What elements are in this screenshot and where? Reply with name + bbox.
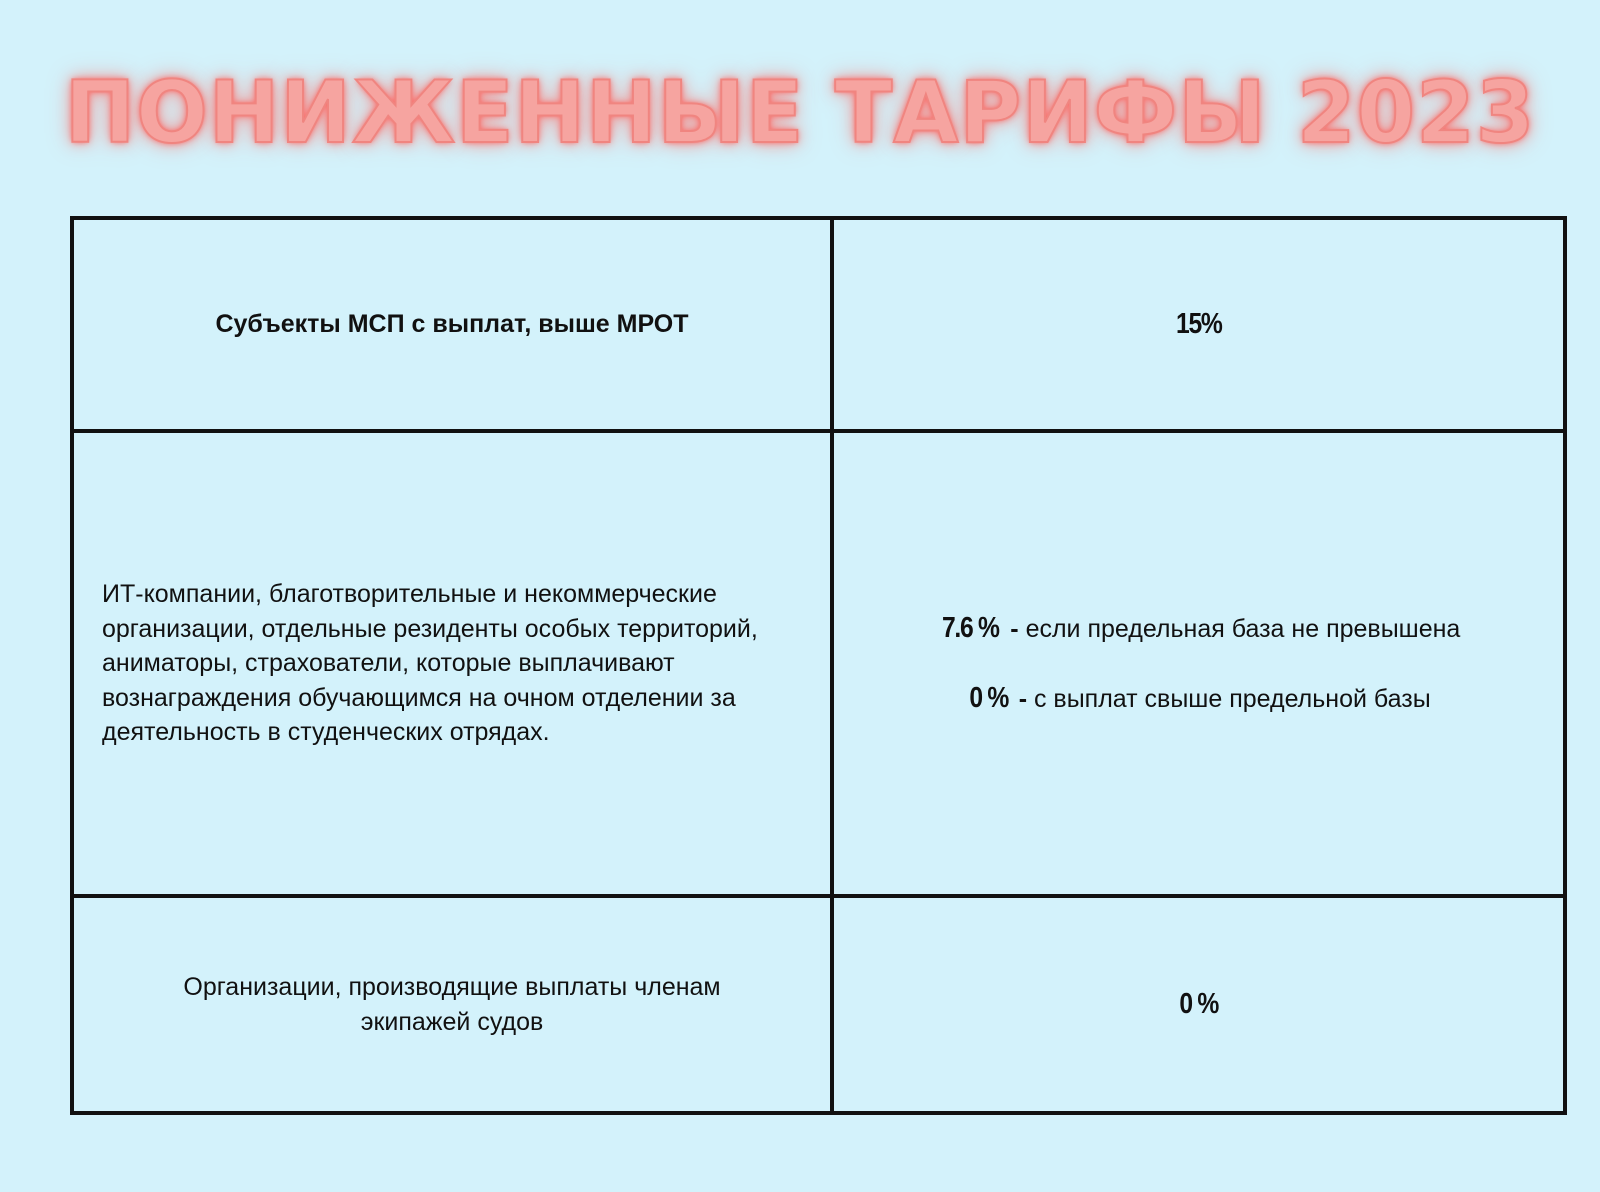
rate-note: если предельная база не превышена bbox=[1025, 615, 1461, 643]
rate-cell bbox=[832, 431, 1565, 896]
category-label: ИТ-компании, благотворительные и некоммерческие организации, отдельные резиденты особых территорий, аниматоры, страхователи, которые выплачивают вознаграждения обучающимся на очном отделении за деятельность в студенческих отрядах. bbox=[102, 580, 758, 747]
rate-separator: - bbox=[1011, 685, 1034, 713]
category-label: Организации, производящие выплаты членам экипажей судов bbox=[183, 973, 721, 1036]
category-cell bbox=[72, 218, 832, 431]
rate-cell bbox=[832, 218, 1565, 431]
table-row bbox=[72, 218, 1565, 431]
rate-value: 0 % bbox=[969, 682, 1009, 714]
category-cell bbox=[72, 896, 832, 1113]
category-label: Субъекты МСП с выплат, выше МРОТ bbox=[215, 310, 689, 339]
rate-separator: - bbox=[1003, 615, 1026, 643]
rate-value: 7.6 % bbox=[941, 612, 999, 644]
rate-line bbox=[834, 681, 1563, 716]
table-row bbox=[72, 431, 1565, 896]
rate-cell bbox=[832, 896, 1565, 1113]
tariff-table bbox=[70, 216, 1567, 1115]
rate-value: 15% bbox=[1175, 308, 1222, 340]
category-cell bbox=[72, 431, 832, 896]
rate-value: 0 % bbox=[1179, 988, 1218, 1020]
table-row bbox=[72, 896, 1565, 1113]
page-title: ПОНИЖЕННЫЕ ТАРИФЫ 2023 bbox=[64, 63, 1536, 163]
rate-line bbox=[834, 611, 1563, 646]
rate-note: с выплат свыше предельной базы bbox=[1033, 685, 1431, 713]
